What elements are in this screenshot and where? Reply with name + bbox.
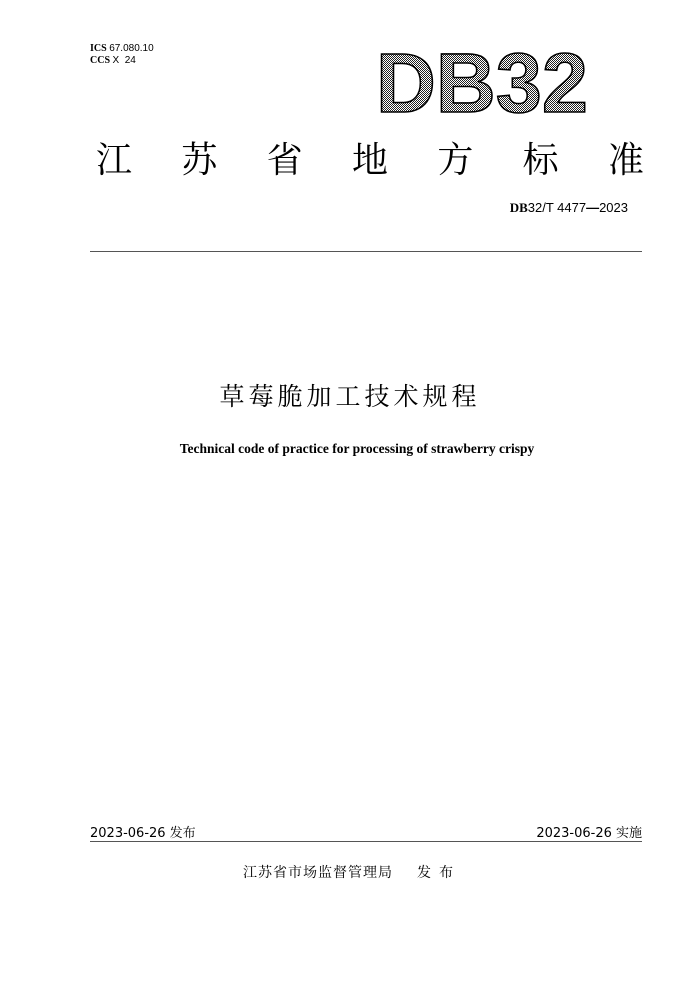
standard-number-dash: — bbox=[586, 200, 600, 215]
ics-label: ICS bbox=[90, 43, 107, 54]
document-title: 草莓脆加工技术规程 bbox=[219, 382, 481, 411]
title-char: 准 bbox=[607, 140, 644, 181]
implementation-date: 2023-06-26 实施 bbox=[536, 826, 642, 841]
standard-number-prefix: DB bbox=[509, 200, 528, 215]
top-divider bbox=[90, 251, 642, 252]
title-char: 江 bbox=[96, 140, 133, 181]
ics-code bbox=[90, 43, 154, 55]
issuer-verb: 发布 bbox=[417, 865, 461, 881]
issue-date: 2023-06-26 发布 bbox=[90, 826, 196, 841]
ccs-value: X 24 bbox=[112, 55, 136, 66]
document-subtitle: Technical code of practice for processing of strawberry crispy bbox=[179, 441, 535, 456]
standard-number-body: 32/T 4477 bbox=[527, 200, 587, 215]
ccs-label: CCS bbox=[90, 55, 111, 66]
standard-number bbox=[510, 200, 628, 216]
title-char: 省 bbox=[266, 140, 303, 181]
standard-category-title bbox=[96, 138, 644, 184]
title-char: 地 bbox=[351, 140, 388, 181]
issuer-line bbox=[243, 862, 461, 882]
bottom-divider bbox=[90, 841, 642, 842]
issuer-name: 江苏省市场监督管理局 bbox=[243, 865, 393, 881]
svg-text:DB32: DB32 bbox=[376, 36, 588, 118]
classification-codes bbox=[90, 43, 154, 67]
standard-number-year: 2023 bbox=[599, 200, 628, 215]
ccs-code bbox=[90, 55, 154, 67]
db32-logo bbox=[372, 36, 592, 118]
title-char: 苏 bbox=[181, 140, 218, 181]
title-char: 方 bbox=[437, 140, 474, 181]
title-char: 标 bbox=[522, 140, 559, 181]
ics-value: 67.080.10 bbox=[109, 43, 154, 54]
